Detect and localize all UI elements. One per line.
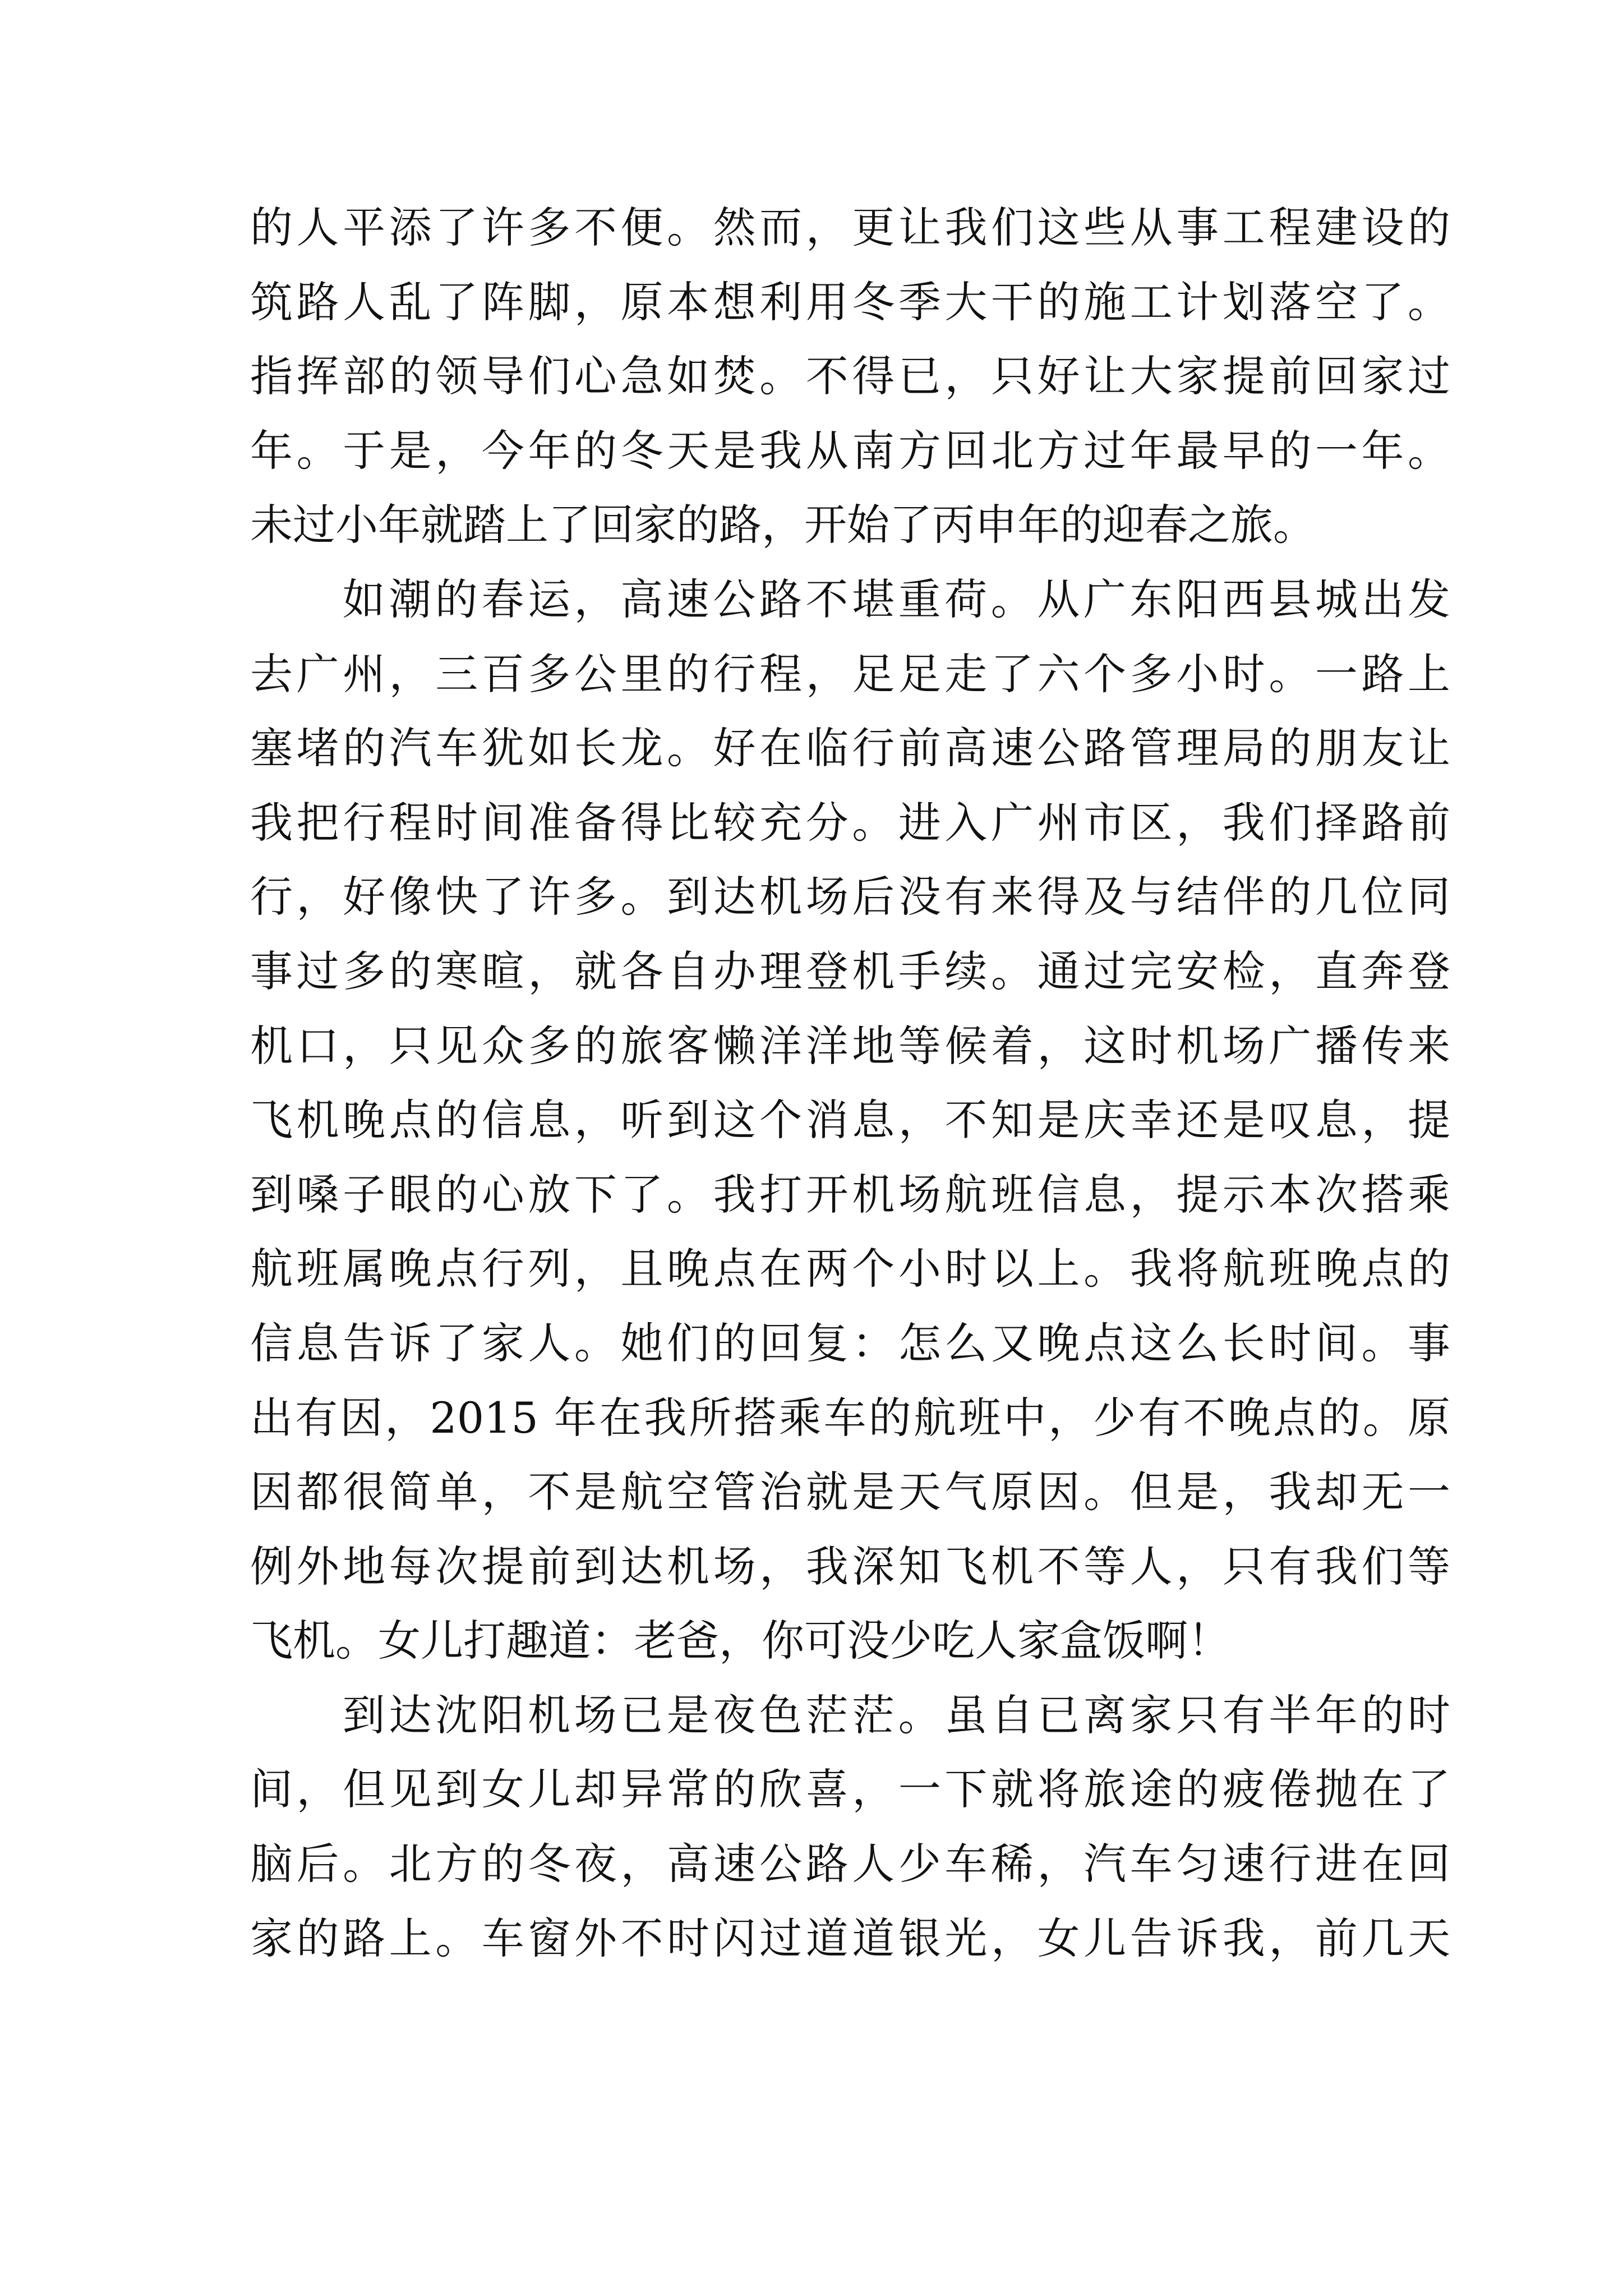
text-line: 未过小年就踏上了回家的路，开始了丙申年的迎春之旅。	[250, 500, 1316, 550]
text-line: 我把行程时间准备得比较充分。进入广州市区，我们择路前	[250, 797, 1450, 848]
text-line: 信息告诉了家人。她们的回复：怎么又晚点这么长时间。事	[250, 1318, 1450, 1368]
text-line: 去广州，三百多公里的行程，足足走了六个多小时。一路上	[250, 648, 1450, 699]
text-line: 间，但见到女儿却异常的欣喜，一下就将旅途的疲倦抛在了	[250, 1764, 1450, 1815]
text-line: 出有因，2015 年在我所搭乘车的航班中，少有不晚点的。原	[250, 1392, 1450, 1443]
text-line: 脑后。北方的冬夜，高速公路人少车稀，汽车匀速行进在回	[250, 1839, 1450, 1889]
text-line: 机口，只见众多的旅客懒洋洋地等候着，这时机场广播传来	[250, 1020, 1450, 1071]
text-line: 筑路人乱了阵脚，原本想利用冬季大干的施工计划落空了。	[250, 277, 1450, 327]
text-line: 航班属晚点行列，且晚点在两个小时以上。我将航班晚点的	[250, 1244, 1450, 1294]
text-line: 因都很简单，不是航空管治就是天气原因。但是，我却无一	[250, 1467, 1450, 1517]
text-line: 飞机晚点的信息，听到这个消息，不知是庆幸还是叹息，提	[250, 1095, 1450, 1145]
text-line: 如潮的春运，高速公路不堪重荷。从广东阳西县城出发	[342, 574, 1450, 624]
text-line: 家的路上。车窗外不时闪过道道银光，女儿告诉我，前几天	[250, 1913, 1450, 1963]
text-line: 指挥部的领导们心急如焚。不得已，只好让大家提前回家过	[250, 351, 1450, 402]
text-line: 到嗓子眼的心放下了。我打开机场航班信息，提示本次搭乘	[250, 1169, 1450, 1220]
text-line: 塞堵的汽车犹如长龙。好在临行前高速公路管理局的朋友让	[250, 723, 1450, 774]
text-line: 例外地每次提前到达机场，我深知飞机不等人，只有我们等	[250, 1541, 1450, 1591]
text-line: 飞机。女儿打趣道：老爸，你可没少吃人家盒饭啊！	[250, 1616, 1230, 1666]
text-line: 行，好像快了许多。到达机场后没有来得及与结伴的几位同	[250, 872, 1450, 922]
text-line: 事过多的寒暄，就各自办理登机手续。通过完安检，直奔登	[250, 946, 1450, 996]
text-line: 的人平添了许多不便。然而，更让我们这些从事工程建设的	[250, 203, 1450, 252]
text-line: 到达沈阳机场已是夜色茫茫。虽自已离家只有半年的时	[342, 1690, 1450, 1740]
body-text	[250, 191, 1450, 1976]
text-line: 年。于是，今年的冬天是我从南方回北方过年最早的一年。	[250, 425, 1450, 476]
